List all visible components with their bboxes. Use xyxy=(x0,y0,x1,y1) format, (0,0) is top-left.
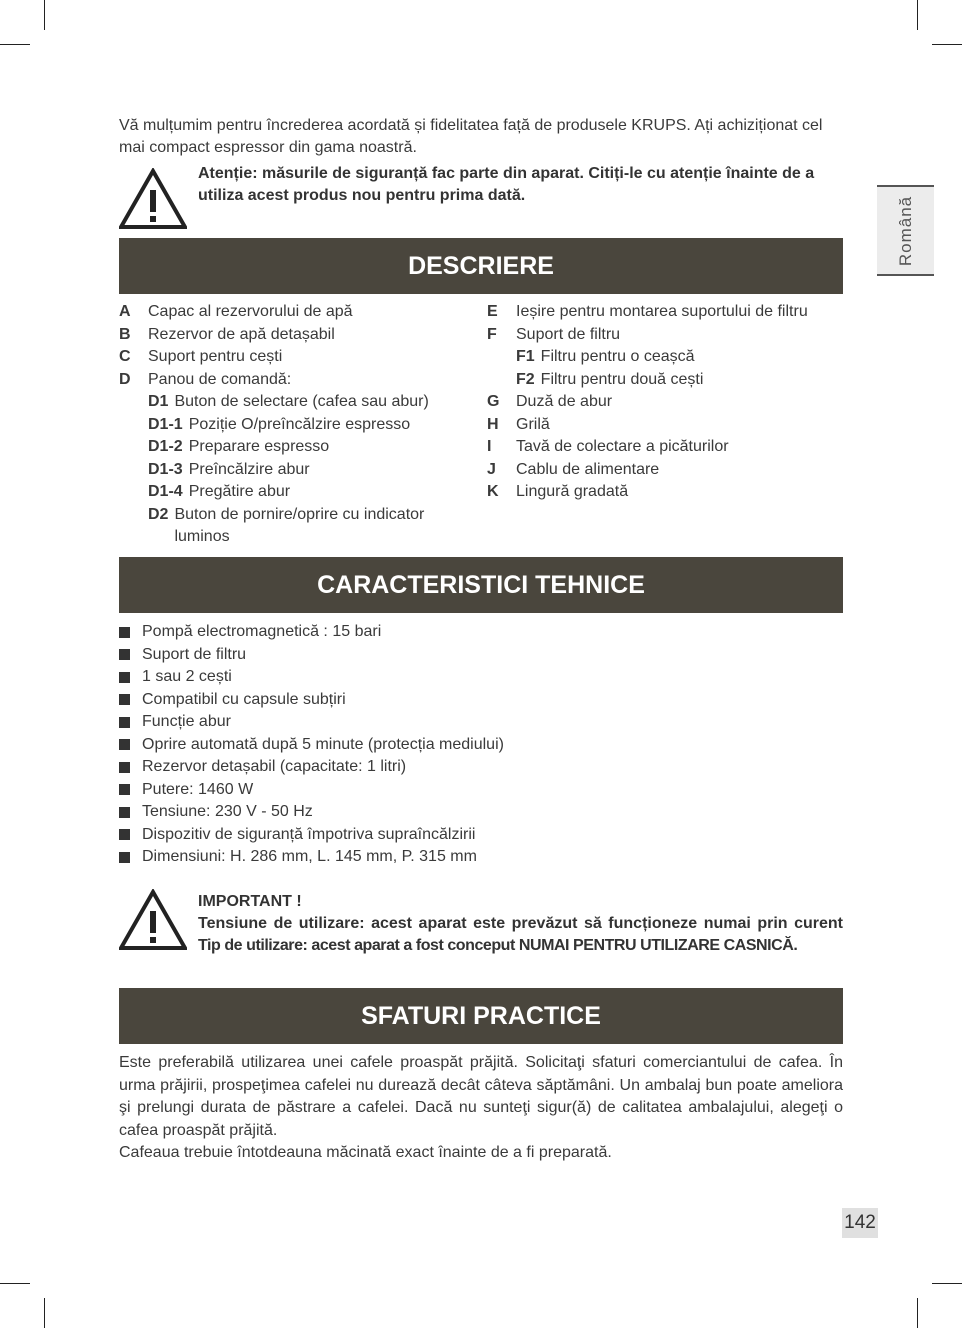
spec-item xyxy=(119,756,843,779)
spec-item xyxy=(119,689,843,712)
subitem-label: Buton de pornire/oprire cu indicator luminos xyxy=(174,505,425,545)
warning-triangle-icon xyxy=(119,889,187,951)
section-header-specs: CARACTERISTICI TEHNICE xyxy=(119,557,843,613)
item-label: Suport pentru cești xyxy=(148,348,283,365)
crop-mark xyxy=(917,0,918,30)
crop-mark xyxy=(932,1283,962,1284)
subitem-code: D1-2 xyxy=(148,438,183,455)
spec-item xyxy=(119,801,843,824)
important-title: IMPORTANT ! xyxy=(198,893,302,910)
square-bullet-icon xyxy=(119,784,130,795)
item-letter: J xyxy=(487,460,496,478)
subitem-code: D1-4 xyxy=(148,483,183,500)
item-letter: I xyxy=(487,438,492,455)
page-number: 142 xyxy=(842,1208,878,1238)
safety-warning: Atenție: măsurile de siguranță fac parte din aparat. Citiți-le cu atenție înainte de a utiliza acest produs nou pentru prima dată. xyxy=(198,165,815,204)
square-bullet-icon xyxy=(119,649,130,660)
spec-item xyxy=(119,734,843,757)
description-subitem xyxy=(119,481,464,504)
description-item xyxy=(119,301,464,324)
spec-text: Suport de filtru xyxy=(142,645,247,663)
spec-text: Pompă electromagnetică : 15 bari xyxy=(142,623,382,640)
description-right-column xyxy=(487,301,827,504)
specs-list xyxy=(119,621,843,869)
spec-text: Putere: 1460 W xyxy=(142,780,254,798)
subitem-label: Preparare espresso xyxy=(188,438,330,455)
crop-mark xyxy=(0,44,30,45)
language-label: Română xyxy=(895,195,915,266)
square-bullet-icon xyxy=(119,694,130,705)
item-label: Rezervor de apă detașabil xyxy=(148,325,335,343)
crop-mark xyxy=(0,1283,30,1284)
description-subitem xyxy=(119,391,464,414)
warning-triangle-icon xyxy=(119,168,187,230)
description-subitem xyxy=(119,504,464,549)
subitem-label: Buton de selectare (cafea sau abur) xyxy=(174,393,429,410)
square-bullet-icon xyxy=(119,852,130,863)
spec-item xyxy=(119,779,843,802)
item-label: Suport de filtru xyxy=(516,325,621,343)
spec-text: 1 sau 2 cești xyxy=(142,668,232,685)
subitem-label: Preîncălzire abur xyxy=(188,460,310,478)
advice-paragraph: Cafeaua trebuie întotdeauna măcinată exact înainte de a fi preparată. xyxy=(119,1144,612,1161)
spec-item xyxy=(119,644,843,667)
spec-item xyxy=(119,711,843,734)
advice-text xyxy=(119,1052,843,1165)
item-letter: A xyxy=(119,303,131,320)
subitem-label: Filtru pentru două cești xyxy=(540,370,704,388)
description-item xyxy=(487,301,827,324)
square-bullet-icon xyxy=(119,672,130,683)
description-item xyxy=(487,459,827,482)
item-label: Tavă de colectare a picăturilor xyxy=(516,438,729,455)
spec-text: Tensiune: 230 V - 50 Hz xyxy=(142,803,313,820)
description-subitem xyxy=(119,436,464,459)
crop-mark xyxy=(917,1298,918,1328)
spec-item xyxy=(119,621,843,644)
subitem-code: D1-3 xyxy=(148,460,183,478)
description-item xyxy=(119,324,464,347)
square-bullet-icon xyxy=(119,717,130,728)
item-label: Ieșire pentru montarea suportului de filtru xyxy=(516,303,808,320)
item-label: Panou de comandă: xyxy=(148,370,292,388)
spec-item xyxy=(119,666,843,689)
intro-text: Vă mulțumim pentru încrederea acordată și fidelitatea față de produsele KRUPS. Ați achiziționat cel mai compact espressor din gama noastră. xyxy=(119,117,823,156)
spec-item xyxy=(119,824,843,847)
subitem-label: Pregătire abur xyxy=(188,483,291,500)
spec-item xyxy=(119,846,843,869)
description-item xyxy=(487,414,827,437)
language-tab xyxy=(877,185,934,276)
crop-mark xyxy=(44,0,45,30)
item-letter: B xyxy=(119,325,131,343)
spec-text: Rezervor detașabil (capacitate: 1 litri) xyxy=(142,758,407,775)
spec-text: Funcție abur xyxy=(142,713,231,730)
square-bullet-icon xyxy=(119,739,130,750)
item-label: Grilă xyxy=(516,415,550,433)
subitem-code: F2 xyxy=(516,370,535,388)
important-warning xyxy=(198,891,843,957)
description-item xyxy=(487,436,827,459)
usage-warning: Tip de utilizare: acest aparat a fost conceput NUMAI PENTRU UTILIZARE CASNICĂ. xyxy=(198,937,798,954)
subitem-code: D1 xyxy=(148,393,169,410)
description-item xyxy=(119,346,464,369)
square-bullet-icon xyxy=(119,627,130,638)
item-label: Cablu de alimentare xyxy=(516,460,660,478)
item-letter: K xyxy=(487,483,499,500)
section-header-description: DESCRIERE xyxy=(119,238,843,294)
crop-mark xyxy=(932,44,962,45)
square-bullet-icon xyxy=(119,762,130,773)
subitem-label: Poziție O/preîncălzire espresso xyxy=(188,415,411,433)
description-subitem xyxy=(119,459,464,482)
item-letter: F xyxy=(487,325,497,343)
item-label: Lingură gradată xyxy=(516,483,629,500)
item-letter: C xyxy=(119,348,131,365)
item-label: Duză de abur xyxy=(516,393,613,410)
square-bullet-icon xyxy=(119,829,130,840)
spec-text: Dispozitiv de siguranță împotriva supraîncălzirii xyxy=(142,825,476,843)
spec-text: Compatibil cu capsule subțiri xyxy=(142,690,346,708)
description-item xyxy=(487,324,827,347)
description-left-column xyxy=(119,301,464,549)
subitem-code: D2 xyxy=(148,505,169,523)
subitem-code: F1 xyxy=(516,348,535,365)
subitem-code: D1-1 xyxy=(148,415,183,433)
item-label: Capac al rezervorului de apă xyxy=(148,303,353,320)
description-subitem xyxy=(487,369,827,392)
section-header-tips: SFATURI PRACTICE xyxy=(119,988,843,1044)
advice-paragraph: Este preferabilă utilizarea unei cafele proaspăt prăjită. Solicitaţi sfaturi comerciantului de cafea. În urma prăjirii, prospeţimea cafelei nu durează decât câteva săptămâni. Un ambalaj bun poate ameliora şi prelungi durata de păstrare a cafelei. Dacă nu sunteţi sigur(ă) de calitatea ambalajului, alegeţi o cafea proaspăt prăjită. xyxy=(119,1054,843,1139)
description-subitem xyxy=(487,346,827,369)
item-letter: E xyxy=(487,303,498,320)
description-item xyxy=(487,481,827,504)
item-letter: G xyxy=(487,393,500,410)
spec-text: Dimensiuni: H. 286 mm, L. 145 mm, P. 315 mm xyxy=(142,848,477,865)
voltage-warning: Tensiune de utilizare: acest aparat este prevăzut să funcționeze numai prin curent xyxy=(198,915,843,932)
description-item xyxy=(487,391,827,414)
crop-mark xyxy=(44,1298,45,1328)
item-letter: H xyxy=(487,415,499,433)
description-item xyxy=(119,369,464,392)
spec-text: Oprire automată după 5 minute (protecția mediului) xyxy=(142,735,504,753)
description-subitem xyxy=(119,414,464,437)
item-letter: D xyxy=(119,370,131,388)
subitem-label: Filtru pentru o ceașcă xyxy=(540,348,695,365)
square-bullet-icon xyxy=(119,807,130,818)
